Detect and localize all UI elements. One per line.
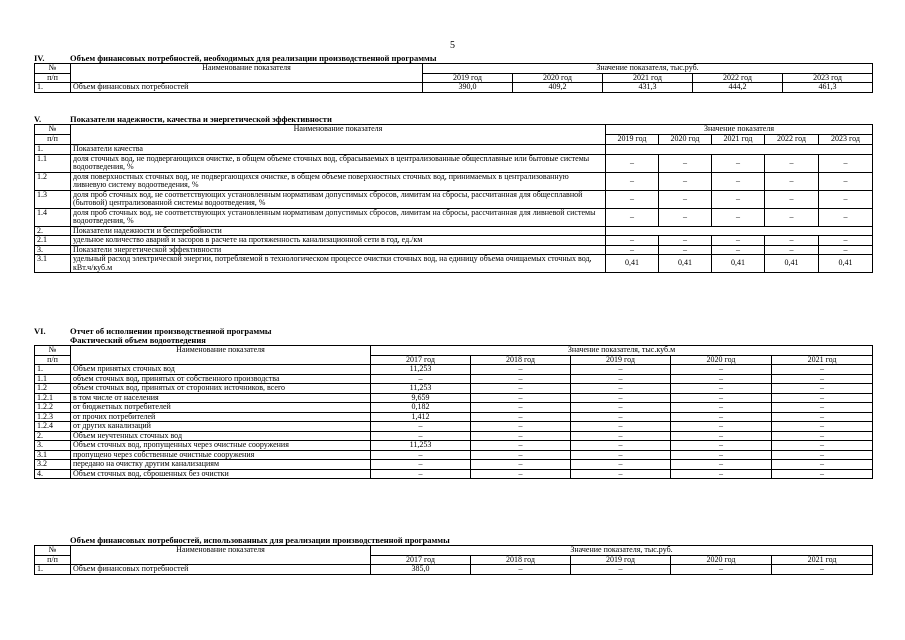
row-value: – [712,236,765,246]
row-value: – [765,236,819,246]
row-value: 11,253 [371,384,471,394]
row-value: – [471,365,571,375]
row-number: 1.2.4 [35,422,71,432]
row-value: – [772,565,873,575]
header-indicator-name: Наименование показателя [71,546,371,565]
row-value: – [772,422,873,432]
row-value: 409,2 [513,83,603,93]
row-value: – [765,190,819,208]
row-value: – [765,245,819,255]
header-year: 2023 год [819,135,873,145]
row-value: – [712,190,765,208]
row-indicator-name: Объем принятых сточных вод [71,365,371,375]
row-value: – [671,469,772,479]
header-year: 2019 год [571,555,671,565]
table-row [35,226,873,236]
row-indicator-name: доля поверхностных сточных вод, не подвергающихся очистке, в общем объеме поверхностных сточных вод, принимаемых в централизованную ливневую систему водоотведения, % [71,172,606,190]
row-indicator-name: Объем сточных вод, сброшенных без очистки [71,469,371,479]
row-value: – [371,422,471,432]
row-number: 1.2.2 [35,403,71,413]
row-number: 1.1 [35,374,71,384]
row-value: – [659,245,712,255]
table-row [35,190,873,208]
row-number: 1.2.1 [35,393,71,403]
row-value: – [772,450,873,460]
row-indicator-name: в том числе от населения [71,393,371,403]
row-indicator-name: объем сточных вод, принятых от сторонних источников, всего [71,384,371,394]
row-value: – [819,172,873,190]
header-year: 2021 год [603,73,693,83]
row-value: – [772,374,873,384]
row-value: – [819,190,873,208]
section-financial-used [34,536,872,575]
row-value: – [772,393,873,403]
row-indicator-name: Объем неучтенных сточных вод [71,431,371,441]
row-number: 1.4 [35,208,71,226]
row-value: – [571,431,671,441]
row-value: 11,253 [371,441,471,451]
header-year: 2018 год [471,355,571,365]
row-value: – [659,154,712,172]
row-value: – [772,469,873,479]
header-indicator-name: Наименование показателя [71,125,606,145]
row-value: 1,412 [371,412,471,422]
table-row [35,172,873,190]
row-value: – [606,245,659,255]
row-number: 3.1 [35,255,71,273]
financial-needs-table [34,63,873,93]
row-number: 1.2.3 [35,412,71,422]
row-value: – [571,460,671,470]
row-value: – [671,393,772,403]
row-value: – [471,450,571,460]
row-value: – [772,365,873,375]
header-year: 2019 год [423,73,513,83]
row-value: – [765,208,819,226]
row-indicator-name: от других канализаций [71,422,371,432]
row-value: – [772,460,873,470]
row-number: 1. [35,83,71,93]
section-number: V. [34,114,42,124]
header-indicator-name: Наименование показателя [71,64,423,83]
row-value: – [471,384,571,394]
row-number: 3. [35,441,71,451]
row-value: – [571,441,671,451]
row-value: – [671,422,772,432]
row-value: – [606,172,659,190]
table-row [35,255,873,273]
header-value: Значение показателя, тыс.руб. [371,546,873,556]
section-title: Объем финансовых потребностей, необходимых для реализации производственной программы [70,53,437,63]
row-number: 1.3 [35,190,71,208]
row-value: – [659,190,712,208]
row-value: – [571,393,671,403]
row-value: – [671,431,772,441]
row-value: – [371,460,471,470]
row-value: – [571,412,671,422]
row-number: 2.1 [35,236,71,246]
table-row [35,83,873,93]
header-year: 2022 год [765,135,819,145]
row-value: – [819,245,873,255]
row-value: – [571,403,671,413]
header-year: 2020 год [513,73,603,83]
row-number: 1.2 [35,384,71,394]
table-row [35,208,873,226]
row-value: – [471,374,571,384]
section-subtitle: Фактический объем водоотведения [70,335,206,345]
row-indicator-name: Объем финансовых потребностей [71,83,423,93]
row-indicator-name: от бюджетных потребителей [71,403,371,413]
table-row [35,236,873,246]
row-value: – [671,412,772,422]
table-row [35,412,873,422]
row-number: 1. [35,145,71,155]
row-value: 9,659 [371,393,471,403]
row-value: – [671,384,772,394]
table-row [35,374,873,384]
row-indicator-name: объем сточных вод, принятых от собственного производства [71,374,371,384]
row-number: 3.1 [35,450,71,460]
header-year: 2023 год [783,73,873,83]
row-value: – [772,441,873,451]
table-row [35,431,873,441]
row-value: – [819,154,873,172]
table-row [35,422,873,432]
row-value: – [712,208,765,226]
row-number: 4. [35,469,71,479]
header-year: 2019 год [571,355,671,365]
table-row [35,384,873,394]
header-number-sub: п/п [35,555,71,565]
row-value: – [571,384,671,394]
row-value: – [659,236,712,246]
header-number: № [35,125,71,135]
header-number-sub: п/п [35,135,71,145]
row-value: – [471,460,571,470]
header-year: 2017 год [371,555,471,565]
section-title: Отчет об исполнении производственной программы [70,326,272,336]
row-value: – [471,412,571,422]
row-value: – [371,431,471,441]
row-value: – [671,460,772,470]
financial-used-table [34,545,873,575]
row-value: – [571,565,671,575]
section-reliability-indicators [34,115,872,273]
row-number: 1.2 [35,172,71,190]
section-title: Показатели надежности, качества и энергетической эффективности [70,114,332,124]
row-indicator-name: доля проб сточных вод, не соответствующих установленным нормативам допустимых сбросов, лимитам на сбросы, рассчитанная для общесплавной (бытовой) централизованной системы водоотведения, % [71,190,606,208]
header-year: 2021 год [712,135,765,145]
header-year: 2020 год [659,135,712,145]
table-row [35,145,873,155]
header-number: № [35,546,71,556]
row-value: – [712,245,765,255]
header-number-sub: п/п [35,73,71,83]
section-program-report [34,327,872,479]
row-value: 0,41 [659,255,712,273]
row-value: – [671,441,772,451]
header-number-sub: п/п [35,355,71,365]
row-indicator-name: Показатели надежности и бесперебойности [71,226,606,236]
section-heading [34,54,872,63]
header-value: Значение показателя, тыс.куб.м [371,346,873,356]
section-title: Объем финансовых потребностей, использованных для реализации производственной программы [70,535,450,545]
row-value: 461,3 [783,83,873,93]
row-indicator-name: от прочих потребителей [71,412,371,422]
row-value: – [371,374,471,384]
row-value: 0,41 [712,255,765,273]
row-value: – [819,236,873,246]
header-value: Значение показателя, тыс.руб. [423,64,873,74]
header-year: 2018 год [471,555,571,565]
row-value: – [471,565,571,575]
row-value: – [571,365,671,375]
row-indicator-name: передано на очистку другим канализациям [71,460,371,470]
row-value-empty [606,145,873,155]
table-row [35,403,873,413]
row-indicator-name: удельное количество аварий и засоров в расчете на протяженность канализационной сети в год, ед./км [71,236,606,246]
row-value: – [659,172,712,190]
row-value: – [471,431,571,441]
row-value: – [571,374,671,384]
row-number: 2. [35,226,71,236]
row-value: – [712,172,765,190]
row-value: 444,2 [693,83,783,93]
row-value: 0,41 [606,255,659,273]
row-value: 0,182 [371,403,471,413]
row-value: – [671,565,772,575]
table-row [35,565,873,575]
table-row [35,365,873,375]
header-year: 2022 год [693,73,783,83]
row-value: – [571,422,671,432]
actual-drainage-volume-table [34,345,873,479]
row-indicator-name: Объем финансовых потребностей [71,565,371,575]
row-value: – [712,154,765,172]
table-row [35,245,873,255]
header-year: 2017 год [371,355,471,365]
table-row [35,393,873,403]
row-value: – [671,365,772,375]
row-value: – [371,469,471,479]
row-value: – [606,236,659,246]
header-year: 2021 год [772,355,873,365]
row-value: – [471,469,571,479]
row-value: – [671,450,772,460]
header-year: 2021 год [772,555,873,565]
section-heading [34,115,872,124]
row-value: – [571,469,671,479]
row-indicator-name: Объем сточных вод, пропущенных через очистные сооружения [71,441,371,451]
row-value: – [772,412,873,422]
header-number: № [35,64,71,74]
row-value: – [371,450,471,460]
row-indicator-name: Показатели энергетической эффективности [71,245,606,255]
row-value: 390,0 [423,83,513,93]
table-row [35,469,873,479]
row-number: 1.1 [35,154,71,172]
header-indicator-name: Наименование показателя [71,346,371,365]
row-value: 431,3 [603,83,693,93]
row-value: – [671,403,772,413]
section-financial-needs [34,54,872,93]
section-number: IV. [34,53,45,63]
table-row [35,450,873,460]
table-row [35,154,873,172]
header-year: 2020 год [671,555,772,565]
reliability-indicators-table [34,124,873,273]
row-value: 385,0 [371,565,471,575]
row-value: – [772,431,873,441]
table-row [35,460,873,470]
header-year: 2020 год [671,355,772,365]
page-number: 5 [450,40,455,51]
row-value-empty [606,226,873,236]
row-number: 1. [35,565,71,575]
row-number: 3.2 [35,460,71,470]
header-year: 2019 год [606,135,659,145]
row-value: – [671,374,772,384]
row-indicator-name: удельный расход электрической энергии, потребляемой в технологическом процессе очистки сточных вод, на единицу объема очищаемых сточных вод, кВт.ч/куб.м [71,255,606,273]
row-value: – [765,154,819,172]
row-value: – [606,154,659,172]
row-value: – [471,393,571,403]
row-value: 11,253 [371,365,471,375]
row-number: 1. [35,365,71,375]
row-value: – [571,450,671,460]
row-indicator-name: пропущено через собственные очистные сооружения [71,450,371,460]
row-value: – [819,208,873,226]
row-value: – [772,384,873,394]
row-value: – [471,441,571,451]
section-number: VI. [34,326,46,336]
row-number: 3. [35,245,71,255]
row-value: – [471,403,571,413]
row-value: 0,41 [819,255,873,273]
row-value: – [659,208,712,226]
row-value: – [765,172,819,190]
row-value: – [471,422,571,432]
row-value: – [772,403,873,413]
row-indicator-name: доля проб сточных вод, не соответствующих установленным нормативам допустимых сбросов, лимитам на сбросы, рассчитанная для ливневой системы водоотведения, % [71,208,606,226]
row-number: 2. [35,431,71,441]
header-value: Значение показателя [606,125,873,135]
row-value: 0,41 [765,255,819,273]
table-row [35,441,873,451]
row-indicator-name: доля сточных вод, не подвергающихся очистке, в общем объеме сточных вод, сбрасываемых в централизованные общесплавные или бытовые системы водоотведения, % [71,154,606,172]
row-value: – [606,190,659,208]
row-value: – [606,208,659,226]
row-indicator-name: Показатели качества [71,145,606,155]
header-number: № [35,346,71,356]
